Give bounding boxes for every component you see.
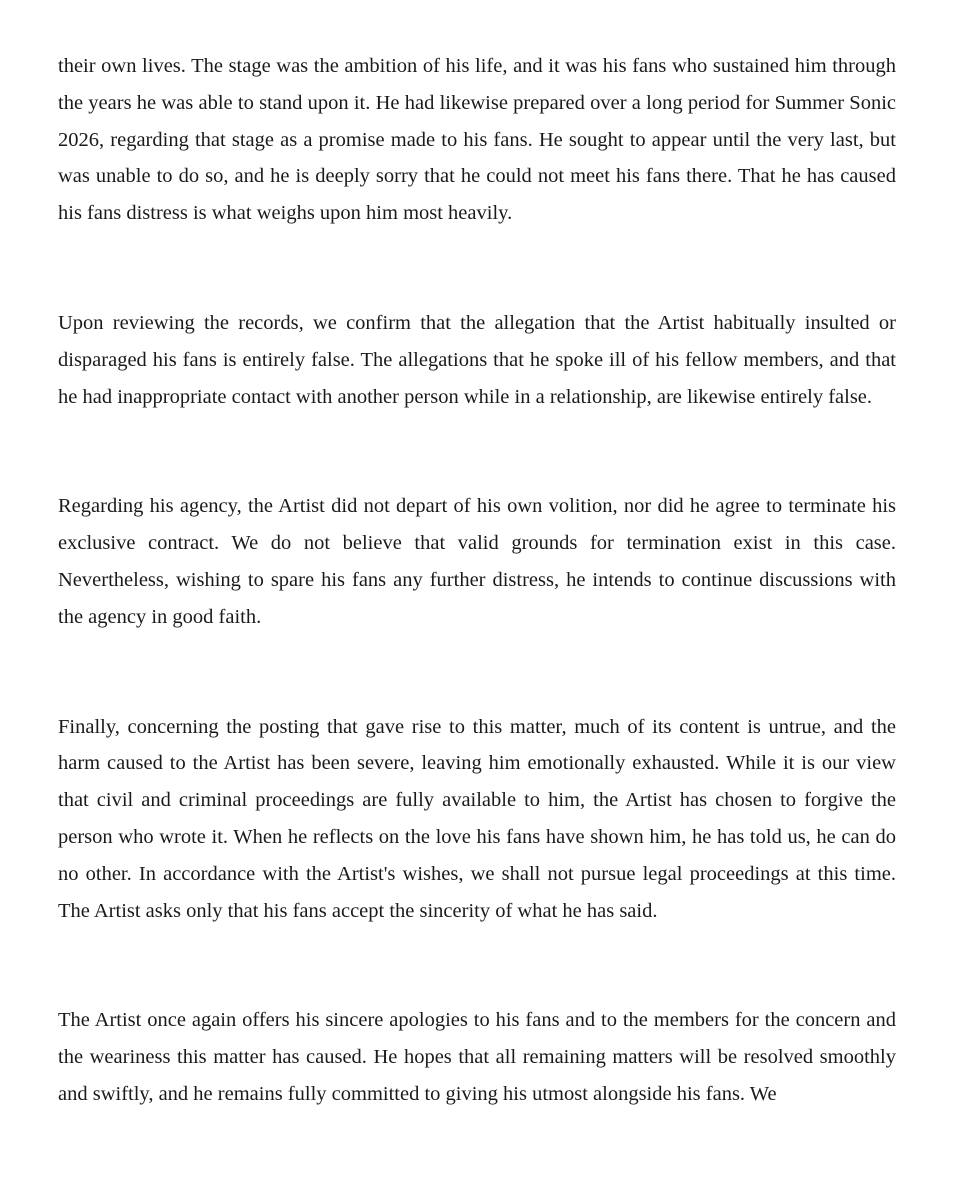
paragraph-fan-gratitude: their own lives. The stage was the ambition of his life, and it was his fans who sustained him through the years he was able to stand upon it. He had likewise prepared over a long period for Summer Sonic 2026, regarding that stage as a promise made to his fans. He sought to appear until the very last, but was unable to do so, and he is deeply sorry that he could not meet his fans there. That he has caused his fans distress is what weighs upon him most heavily. — [58, 55, 896, 225]
paragraph-closing-apology: The Artist once again offers his sincere apologies to his fans and to the members for the concern and the weariness this matter has caused. He hopes that all remaining matters will be resolved smoothly and swiftly, and he remains fully committed to giving his utmost alongside his fans. We — [58, 1009, 896, 1105]
paragraph-allegations-false: Upon reviewing the records, we confirm that the allegation that the Artist habitually insulted or disparaged his fans is entirely false. The allegations that he spoke ill of his fellow members, and that he had inappropriate contact with another person while in a relationship, are likewise entirely false. — [58, 311, 896, 408]
paragraph-posting-forgiveness: Finally, concerning the posting that gave rise to this matter, much of its content is untrue, and the harm caused to the Artist has been severe, leaving him emotionally exhausted. While it is our view that civil and criminal proceedings are fully available to him, the Artist has chosen to forgive the person who wrote it. When he reflects on the love his fans have shown him, he has told us, he can do no other. In accordance with the Artist's wishes, we shall not pursue legal proceedings at this time. The Artist asks only that his fans accept the sincerity of what he has said. — [58, 715, 896, 922]
document-page — [58, 48, 896, 1113]
paragraph-agency-contract: Regarding his agency, the Artist did not depart of his own volition, nor did he agree to terminate his exclusive contract. We do not believe that valid grounds for termination exist in this case. Nevertheless, wishing to spare his fans any further distress, he intends to continue discussions with the agency in good faith. — [58, 495, 896, 628]
